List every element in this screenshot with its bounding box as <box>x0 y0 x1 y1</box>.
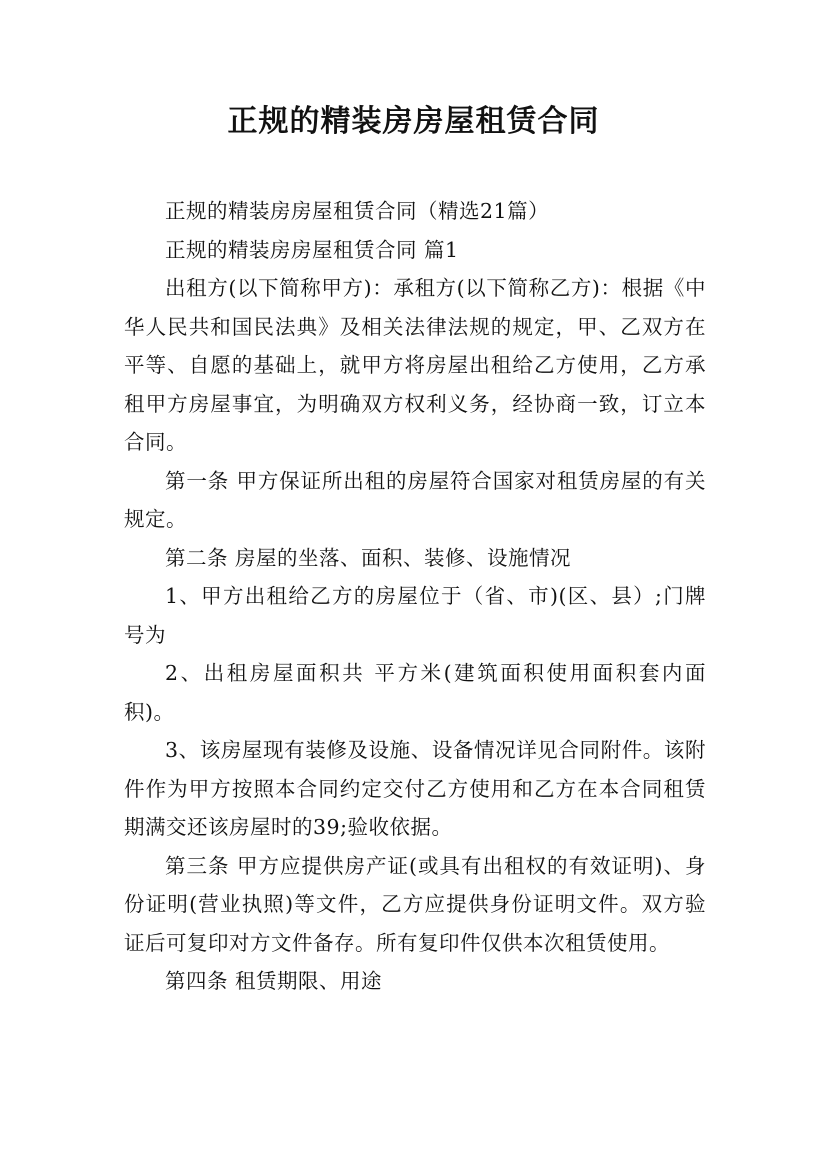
paragraph-article-2: 第二条 房屋的坐落、面积、装修、设施情况 <box>165 545 572 570</box>
document-title: 正规的精装房房屋租赁合同 <box>227 104 600 139</box>
paragraph-clause-2: 2、出租房屋面积共 平方米(建筑面积使用面积套内面积)。 <box>124 661 706 724</box>
paragraph-clause-3: 3、该房屋现有装修及设施、设备情况详见合同附件。该附件作为甲方按照本合同约定交付乙方使用和乙方在本合同租赁期满交还该房屋时的39;验收依据。 <box>124 738 706 839</box>
paragraph-parties: 出租方(以下简称甲方)：承租方(以下简称乙方)：根据《中华人民共和国民法典》及相关法律法规的规定，甲、乙双方在平等、自愿的基础上，就甲方将房屋出租给乙方使用，乙方承租甲方房屋事宜，为明确双方权利义务，经协商一致，订立本合同。 <box>124 276 706 454</box>
paragraph-subtitle: 正规的精装房房屋租赁合同（精选21篇） <box>165 199 550 223</box>
paragraph-article-4: 第四条 租赁期限、用途 <box>165 969 383 993</box>
paragraph-clause-1: 1、甲方出租给乙方的房屋位于（省、市)(区、县）;门牌号为 <box>124 584 706 647</box>
paragraph-section-heading: 正规的精装房房屋租赁合同 篇1 <box>165 237 459 262</box>
document-body <box>124 192 706 1001</box>
paragraph-article-1: 第一条 甲方保证所出租的房屋符合国家对租赁房屋的有关规定。 <box>124 468 706 531</box>
paragraph-article-3: 第三条 甲方应提供房产证(或具有出租权的有效证明)、身份证明(营业执照)等文件，乙方应提供身份证明文件。双方验证后可复印对方文件备存。所有复印件仅供本次租赁使用。 <box>124 853 706 955</box>
